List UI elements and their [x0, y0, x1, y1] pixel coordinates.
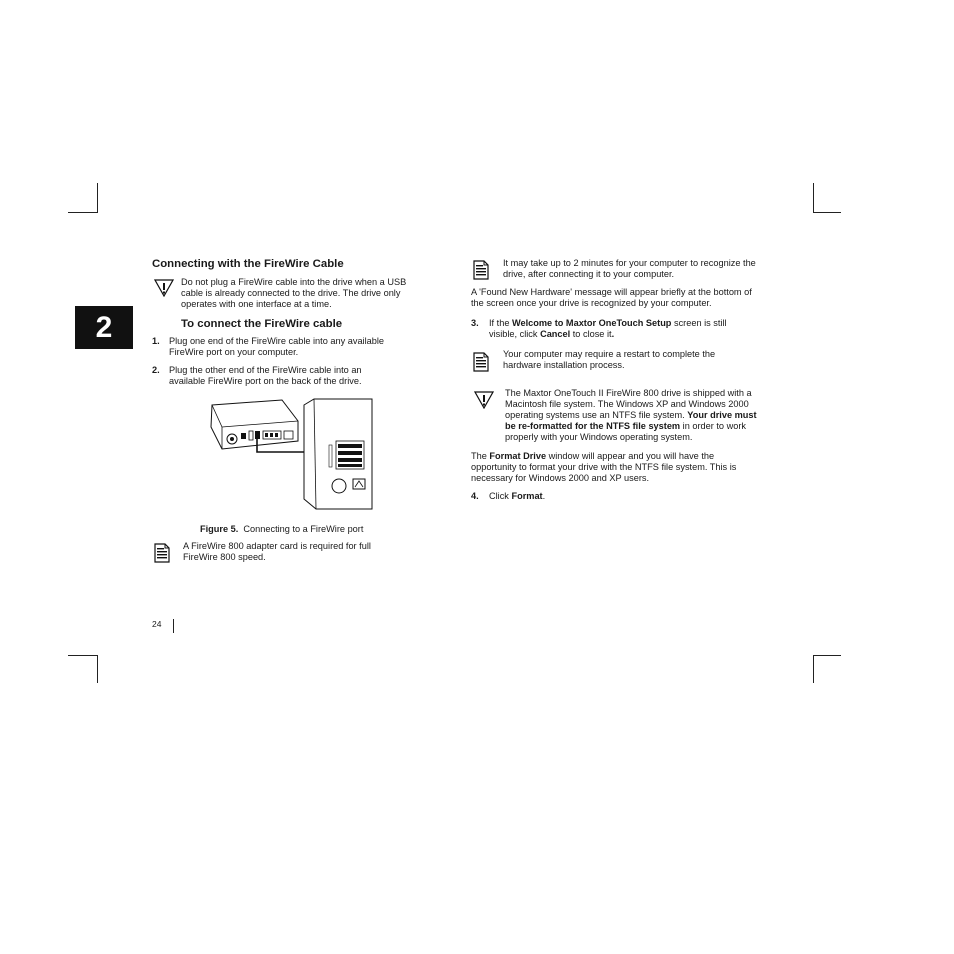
paragraph-found-new-hardware: A 'Found New Hardware' message will appear briefly at the bottom of the screen once your drive is recognized by your computer.	[471, 287, 752, 308]
caution-bold: Your drive must be re-formatted for the NTFS file system	[505, 410, 757, 431]
note-icon	[473, 352, 489, 372]
step-number: 2.	[152, 365, 160, 375]
step-text: Plug one end of the FireWire cable into any available FireWire port on your computer.	[169, 336, 385, 357]
caution-icon	[474, 391, 494, 409]
page-number-rule	[173, 619, 174, 633]
figure-caption-text: Connecting to a FireWire port	[243, 524, 364, 534]
step-number: 3.	[471, 318, 479, 328]
step-text-end: .	[611, 329, 615, 339]
paragraph-format-drive	[471, 451, 761, 484]
step-text-part: screen is still visible, click	[489, 318, 727, 339]
crop-mark-bl-h	[68, 655, 98, 656]
step-bold-setup: Welcome to Maxtor OneTouch Setup	[511, 318, 672, 328]
subheading: To connect the FireWire cable	[181, 318, 343, 330]
step-text	[489, 491, 545, 502]
note-icon	[473, 260, 489, 280]
caution-text-part: The Maxtor OneTouch II FireWire 800 drive is shipped with a Macintosh file system. The Windows XP and Windows 2000 operating systems use an NTFS file system.	[505, 388, 752, 420]
paragraph-part: The	[471, 451, 490, 461]
crop-mark-tr-v	[813, 183, 814, 213]
figure-caption	[200, 524, 363, 535]
step-number: 4.	[471, 491, 479, 501]
section-heading: Connecting with the FireWire Cable	[152, 258, 344, 270]
step-text-part: .	[542, 491, 546, 501]
step-text-part: Click	[489, 491, 512, 501]
step-bold-cancel: Cancel	[540, 329, 571, 339]
caution-text-interface: Do not plug a FireWire cable into the drive when a USB cable is already connected to the drive. The drive only operates with one interface at a time.	[181, 277, 407, 309]
note-text-restart: Your computer may require a restart to complete the hardware installation process.	[503, 349, 716, 370]
chapter-tab: 2	[75, 306, 133, 349]
note-text-recognize: It may take up to 2 minutes for your computer to recognize the drive, after connecting it to your computer.	[503, 258, 756, 279]
figure-drive-to-computer-illustration	[208, 397, 376, 512]
caution-icon	[154, 279, 174, 297]
paragraph-part: window will appear and you will have the opportunity to format your drive with the NTFS file system. This is necessary for Windows 2000 and XP users.	[471, 451, 737, 483]
step-text	[489, 318, 751, 340]
crop-mark-br-h	[813, 655, 841, 656]
note-icon	[154, 543, 170, 563]
step-text-part: If the	[489, 318, 512, 328]
step-number: 1.	[152, 336, 160, 346]
caution-text-ntfs	[505, 388, 761, 443]
step-text: Plug the other end of the FireWire cable into an available FireWire port on the back of the drive.	[169, 365, 362, 386]
note-text-firewire800: A FireWire 800 adapter card is required for full FireWire 800 speed.	[183, 541, 371, 562]
figure-label: Figure 5.	[200, 524, 239, 534]
crop-mark-br-v	[813, 655, 814, 683]
crop-mark-bl-v	[97, 655, 98, 683]
crop-mark-tl-h	[68, 212, 98, 213]
step-text-part: to close it	[570, 329, 612, 339]
crop-mark-tl-v	[97, 183, 98, 213]
page-number: 24	[152, 619, 162, 629]
format-bold: Format	[511, 491, 543, 501]
crop-mark-tr-h	[813, 212, 841, 213]
caution-text-part: in order to work properly with your Windows operating system.	[505, 421, 746, 442]
format-drive-bold: Format Drive	[489, 451, 547, 461]
